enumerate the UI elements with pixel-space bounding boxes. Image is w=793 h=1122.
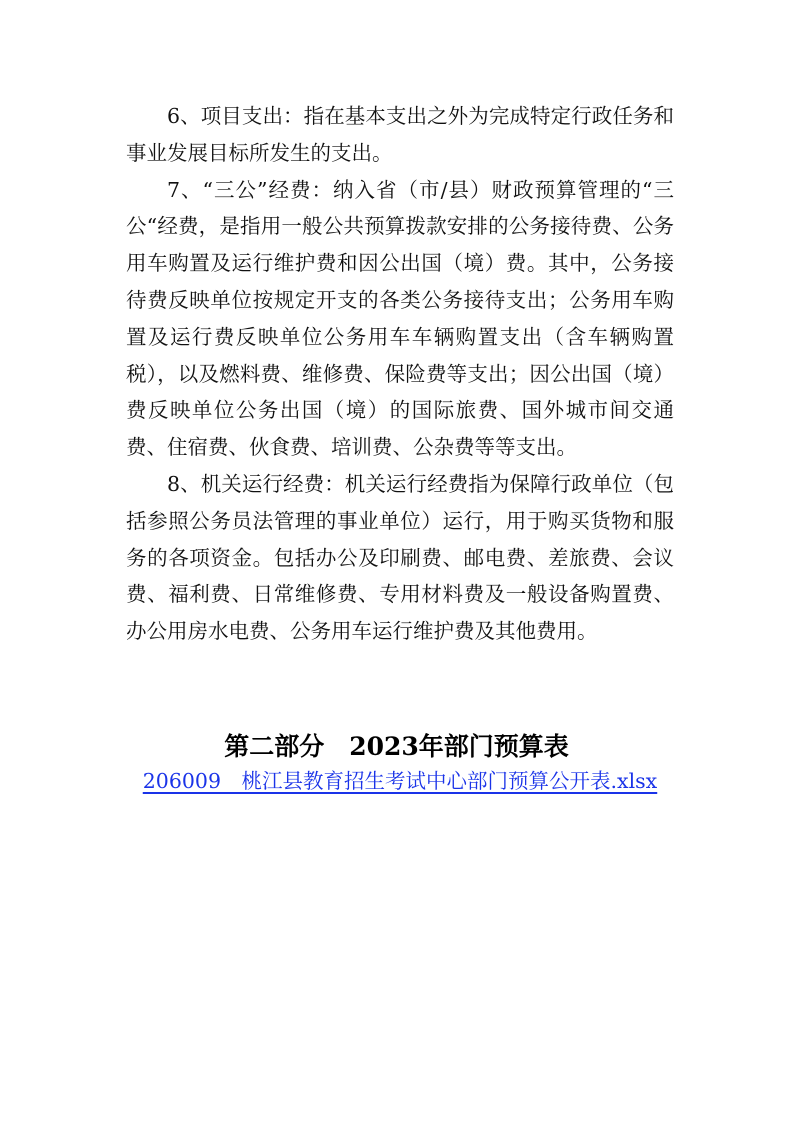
section-title: 第二部分 2023年部门预算表 [224,732,569,761]
paragraph-project-expenditure: 6、项目支出：指在基本支出之外为完成特定行政任务和事业发展目标所发生的支出。 [126,104,674,165]
body-text [126,98,674,650]
paragraph-three-public-expenses: 7、“三公”经费：纳入省（市/县）财政预算管理的“三公“经费，是指用一般公共预算拨款安排的公务接待费、公务用车购置及运行维护费和因公出国（境）费。其中，公务接待费反映单位按规定开支的各类公务接待支出；公务用车购置及运行费反映单位公务用车车辆购置支出（含车辆购置税），以及燃料费、维修费、保险费等支出；因公出国（境）费反映单位公务出国（境）的国际旅费、国外城市间交通费、住宿费、伙食费、培训费、公杂费等等支出。 [126,177,674,460]
budget-table-file-link[interactable]: 206009 桃江县教育招生考试中心部门预算公开表.xlsx [142,769,658,793]
paragraph-office-operating-expenses: 8、机关运行经费：机关运行经费指为保障行政单位（包括参照公务员法管理的事业单位）运行，用于购买货物和服务的各项资金。包括办公及印刷费、邮电费、差旅费、会议费、福利费、日常维修费、专用材料费及一般设备购置费、办公用房水电费、公务用车运行维护费及其他费用。 [126,471,674,644]
